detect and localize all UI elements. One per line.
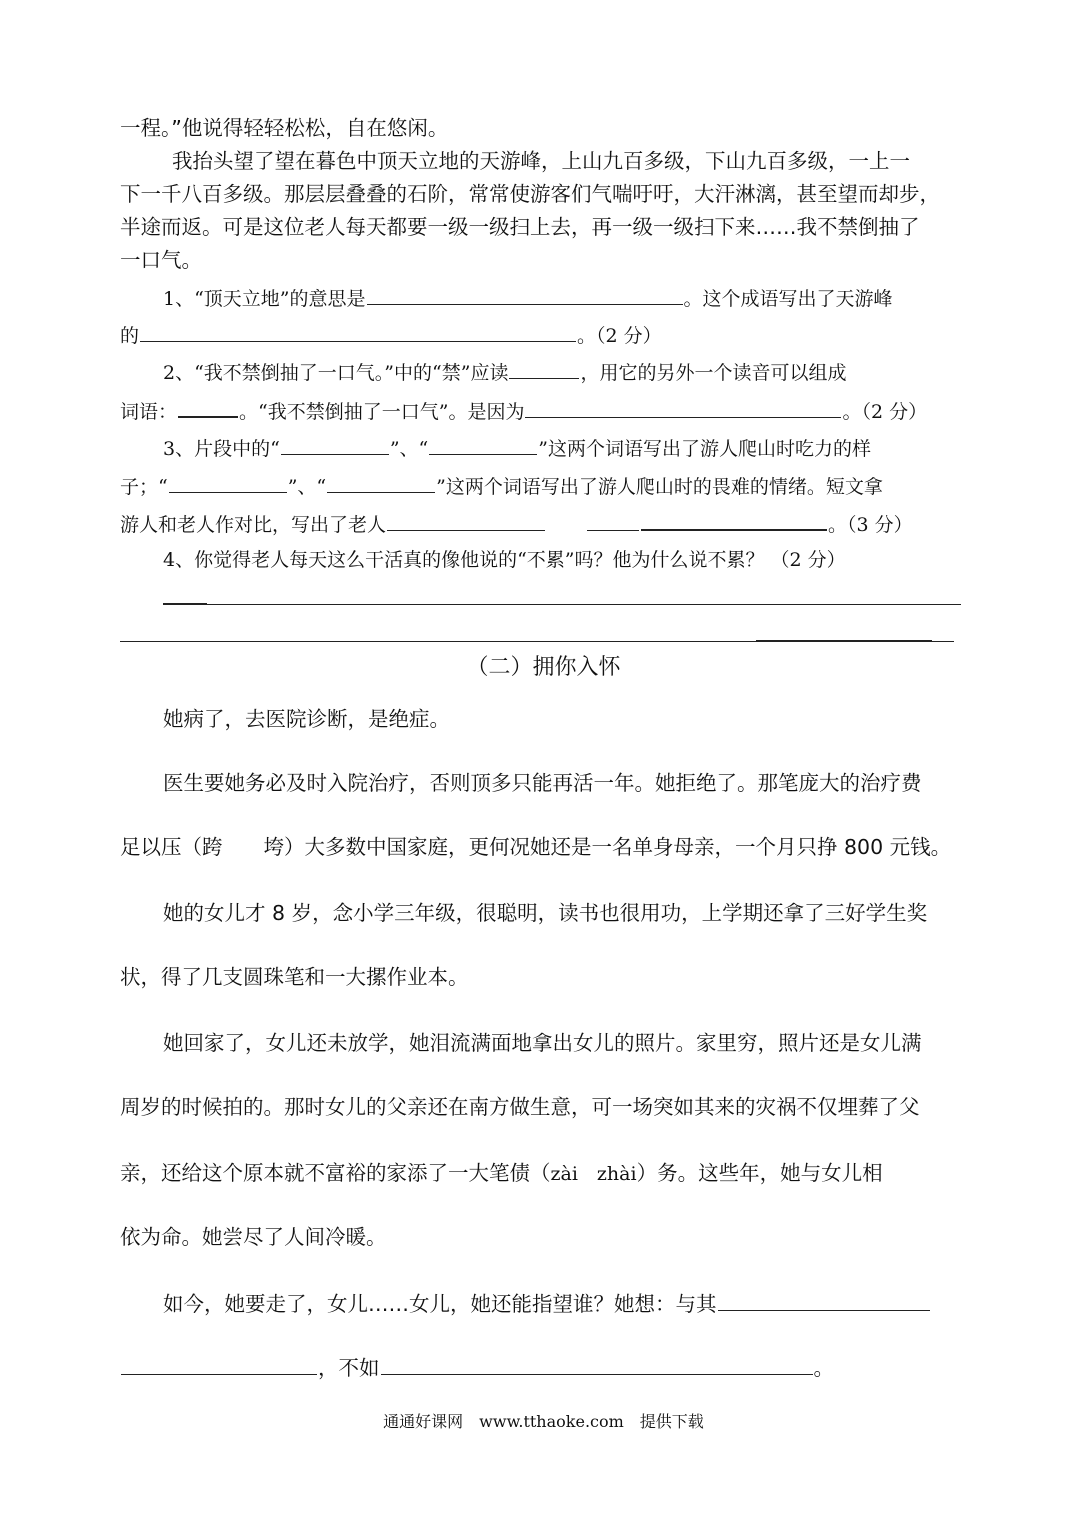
paragraph-line (120, 1353, 834, 1382)
paragraph-text: 亲，还给这个原本就不富裕的家添了一大笔债（ (120, 1161, 551, 1185)
answer-blank[interactable] (387, 509, 545, 531)
question-text: ”这两个词语写出了游人爬山时吃力的样 (538, 438, 871, 460)
score-text: 。（2 分） (577, 325, 662, 347)
question-2 (163, 357, 846, 387)
answer-blank[interactable] (718, 1289, 930, 1311)
question-text: ”、“ (287, 476, 327, 498)
paragraph-line (120, 1159, 883, 1188)
score-text: 。（3 分） (828, 514, 913, 536)
answer-blank[interactable] (587, 509, 639, 531)
answer-blank[interactable] (525, 396, 841, 418)
question-1 (163, 283, 893, 313)
passage-line: 半途而返。可是这位老人每天都要一级一级扫上去，再一级一级扫下来……我不禁倒抽了 (120, 215, 920, 239)
question-text: 游人和老人作对比，写出了老人 (120, 514, 387, 536)
paragraph-line: 她病了，去医院诊断，是绝症。 (163, 707, 450, 731)
answer-blank[interactable] (140, 320, 576, 342)
question-text: ”、“ (389, 438, 429, 460)
question-4: 4、你觉得老人每天这么干活真的像他说的“不累”吗？他为什么说不累？ （2 分） (163, 549, 846, 571)
paragraph-line: 她回家了，女儿还未放学，她泪流满面地拿出女儿的照片。家里穷，照片还是女儿满 (163, 1031, 922, 1055)
answer-blank[interactable] (281, 433, 389, 455)
answer-blank[interactable] (509, 357, 579, 379)
answer-blank[interactable] (327, 471, 435, 493)
question-1-cont (120, 320, 662, 350)
passage-line: 我抬头望了望在暮色中顶天立地的天游峰，上山九百多级，下山九百多级，一上一 (172, 149, 910, 173)
question-text: 。“我不禁倒抽了一口气”。是因为 (239, 401, 525, 423)
paragraph-line: 足以压（跨 垮）大多数中国家庭，更何况她还是一名单身母亲，一个月只挣 800 元钱。 (120, 835, 952, 859)
question-text: 1、“顶天立地”的意思是 (163, 288, 366, 310)
question-3-cont2 (120, 508, 913, 539)
paragraph-line: 状，得了几支圆珠笔和一大摞作业本。 (120, 965, 469, 989)
question-text: ，用它的另外一个读音可以组成 (580, 362, 847, 384)
answer-line[interactable] (207, 604, 961, 605)
question-3 (163, 433, 871, 463)
paragraph-line (163, 1289, 931, 1318)
answer-line[interactable] (932, 641, 954, 642)
answer-blank[interactable] (429, 433, 537, 455)
paragraph-text: 如今，她要走了，女儿……女儿，她还能指望谁？她想：与其 (163, 1292, 717, 1316)
score-text: 。（2 分） (842, 401, 928, 423)
question-text: 3、片段中的“ (163, 438, 280, 460)
passage-line: 下一千八百多级。那层层叠叠的石阶，常常使游客们气喘吁吁，大汗淋漓，甚至望而却步， (120, 182, 940, 206)
answer-line[interactable] (756, 640, 932, 642)
answer-line[interactable] (163, 603, 207, 605)
answer-blank[interactable] (367, 283, 683, 305)
passage-line: 一程。”他说得轻轻松松，自在悠闲。 (120, 116, 449, 140)
paragraph-text: ，不如 (318, 1356, 380, 1380)
pinyin-options: zài zhài (550, 1163, 637, 1185)
paragraph-text: 。 (813, 1356, 834, 1380)
question-text: 词语： (120, 401, 178, 423)
answer-blank[interactable] (169, 471, 287, 493)
page-footer: 通通好课网 www.tthaoke.com 提供下载 (383, 1412, 704, 1431)
paragraph-line: 依为命。她尝尽了人间冷暖。 (120, 1225, 387, 1249)
answer-blank[interactable] (641, 508, 827, 531)
answer-blank[interactable] (121, 1353, 317, 1375)
paragraph-line: 周岁的时候拍的。那时女儿的父亲还在南方做生意，可一场突如其来的灾祸不仅埋葬了父 (120, 1095, 920, 1119)
question-3-cont (120, 471, 883, 501)
question-text: 子；“ (120, 476, 168, 498)
answer-blank[interactable] (178, 395, 238, 418)
question-text: 的 (120, 325, 140, 347)
question-2-cont (120, 395, 927, 426)
section-title: （二）拥你入怀 (466, 655, 621, 680)
question-text: 2、“我不禁倒抽了一口气。”中的“禁”应读 (163, 362, 509, 384)
passage-line: 一口气。 (120, 248, 202, 272)
paragraph-line: 她的女儿才 8 岁，念小学三年级，很聪明，读书也很用功，上学期还拿了三好学生奖 (163, 901, 928, 925)
question-text: 。这个成语写出了天游峰 (683, 288, 893, 310)
paragraph-text: ）务。这些年，她与女儿相 (636, 1161, 883, 1185)
answer-blank[interactable] (381, 1353, 813, 1375)
paragraph-line: 医生要她务必及时入院治疗，否则顶多只能再活一年。她拒绝了。那笔庞大的治疗费 (163, 771, 922, 795)
answer-line[interactable] (120, 641, 756, 642)
question-text: ”这两个词语写出了游人爬山时的畏难的情绪。短文拿 (436, 476, 883, 498)
